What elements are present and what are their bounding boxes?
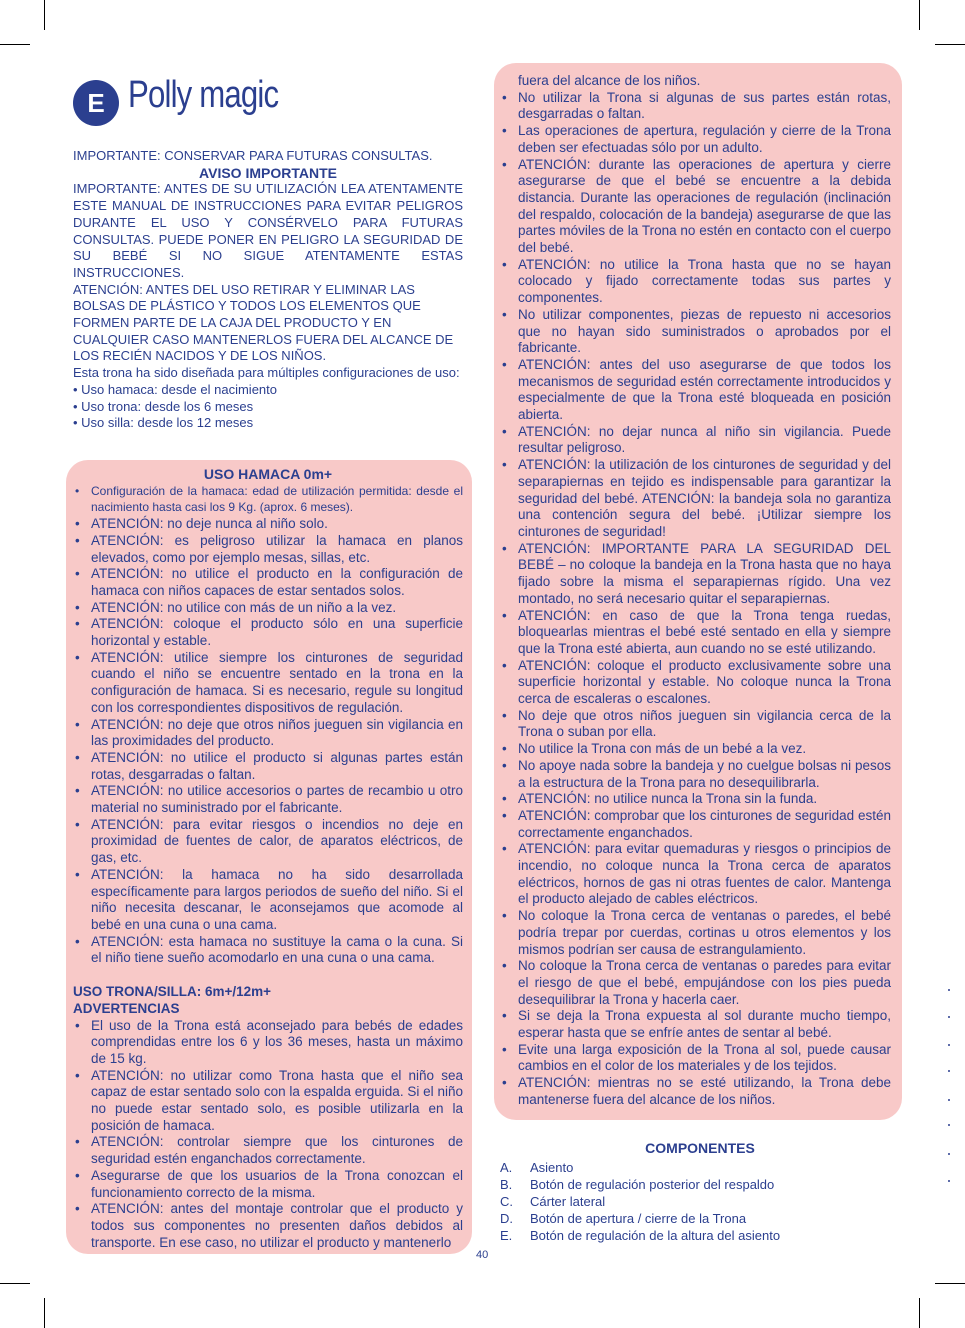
side-dot — [948, 1044, 950, 1046]
list-item: • Las operaciones de apertura, regulación y cierre de la Trona deben ser efectuadas sólo por un adulto. — [500, 123, 891, 156]
list-item: • No deje que otros niños jueguen sin vigilancia cerca de la Trona o suban por ella. — [500, 708, 891, 741]
list-item: • ATENCIÓN: no dejar nunca al niño sin vigilancia. Puede resultar peligroso. — [500, 424, 891, 457]
component-item — [500, 1227, 900, 1244]
list-item: • ATENCIÓN: no utilice el producto si algunas partes están rotas, desgarradas o faltan. — [73, 750, 463, 783]
components-heading: COMPONENTES — [645, 1140, 755, 1156]
list-item: • Evite una larga exposición de la Trona al sol, puede causar cambios en el color de los materiales y de los tejidos. — [500, 1042, 891, 1075]
use-item: • Uso trona: desde los 6 meses — [73, 398, 254, 414]
list-item: • ATENCIÓN: controlar siempre que los cinturones de seguridad estén enganchados correctamente. — [73, 1134, 463, 1167]
use-item: • Uso hamaca: desde el nacimiento — [73, 381, 277, 397]
component-item — [500, 1193, 900, 1210]
side-dot — [948, 1070, 950, 1072]
component-label: Botón de regulación posterior del respaldo — [530, 1177, 775, 1192]
components-section — [500, 1140, 900, 1244]
advertencias-heading: ADVERTENCIAS — [73, 1000, 180, 1016]
trona-heading: USO TRONA/SILLA: 6m+/12m+ — [73, 984, 272, 1000]
list-item: • ATENCIÓN: esta hamaca no sustituye la cama o la cuna. Si el niño tiene sueño acomodarlo en una cuna o una cama. — [73, 934, 463, 967]
list-item: • ATENCIÓN: es peligroso utilizar la hamaca en planos elevados, como por ejemplo mesas, sillas, etc. — [73, 533, 463, 566]
list-item: • No utilizar la Trona si algunas de sus partes están rotas, desgarradas o faltan. — [500, 90, 891, 123]
important-note: IMPORTANTE: CONSERVAR PARA FUTURAS CONSULTAS. — [73, 148, 433, 163]
list-item: • ATENCIÓN: IMPORTANTE PARA LA SEGURIDAD DEL BEBÉ – no coloque la bandeja en la Trona hasta que no haya fijado sobre la misma el separapiernas rígido. Una vez montado, no será necesario quitar el separapiernas. — [500, 541, 891, 608]
list-item: • ATENCIÓN: la utilización de los cinturones de seguridad y del separapiernas en tejido es indispensable para garantizar la seguridad del bebé. ATENCIÓN: la bandeja sola no garantiza una contención segura del bebé. ¡Utilizar siempre los cinturones de seguridad! — [500, 457, 891, 541]
component-label: Asiento — [530, 1160, 574, 1175]
list-item: • ATENCIÓN: no utilice el producto en la configuración de hamaca con niños capaces de estar sentados solos. — [73, 566, 463, 599]
crop-mark — [44, 1298, 45, 1328]
crop-mark — [935, 1283, 965, 1284]
list-item: • ATENCIÓN: la hamaca no ha sido desarrollada específicamente para largos periodos de sueño del niño. Si el niño necesita descanar, le aconsejamos que acomode al bebé en una cuna o una cama. — [73, 867, 463, 934]
trona-list-right — [500, 90, 891, 1109]
list-item: • ATENCIÓN: en caso de que la Trona tenga ruedas, bloquearlas mientras el bebé esté sentado en ella y siempre que la Trona esté abierta, aun cuando no se esté utilizando. — [500, 608, 891, 658]
list-item: • ATENCIÓN: no deje que otros niños jueguen sin vigilancia en las proximidades del producto. — [73, 717, 463, 750]
list-item: • ATENCIÓN: coloque el producto exclusivamente sobre una superficie horizontal y estable. No coloque nunca la Trona cerca de escaleras o escalones. — [500, 658, 891, 708]
list-item: • ATENCIÓN: para evitar riesgos o incendios no deje en proximidad de fuentes de calor, de aparatos eléctricos, de gas, etc. — [73, 817, 463, 867]
aviso-text: IMPORTANTE: ANTES DE SU UTILIZACIÓN LEA ATENTAMENTE ESTE MANUAL DE INSTRUCCIONES PARA EVITAR PELIGROS DURANTE EL USO Y CONSÉRVELO PARA FUTURAS CONSULTAS. PUEDE PONER EN PELIGRO LA SEGURIDAD DE SU BEBÉ SI NO SIGUE ATENTAMENTE ESTAS INSTRUCCIONES. — [73, 181, 463, 280]
side-dot — [948, 1016, 950, 1018]
list-item: • No utilizar componentes, piezas de repuesto ni accesorios que no hayan sido suministrados o aprobados por el fabricante. — [500, 307, 891, 357]
component-item — [500, 1210, 900, 1227]
component-label: Botón de apertura / cierre de la Trona — [530, 1211, 747, 1226]
crop-mark — [919, 0, 920, 30]
list-item: • ATENCIÓN: no utilice accesorios o partes de recambio u otro material no suministrado por el fabricante. — [73, 783, 463, 816]
crop-mark — [935, 44, 965, 45]
list-item: • ATENCIÓN: no utilice nunca la Trona sin la funda. — [500, 791, 891, 808]
language-badge: E — [73, 80, 119, 126]
side-dot — [948, 1180, 950, 1182]
component-item — [500, 1159, 900, 1176]
left-column-intro — [73, 148, 463, 432]
crop-mark — [0, 44, 30, 45]
component-letter: D. — [500, 1211, 513, 1226]
list-item: • ATENCIÓN: no deje nunca al niño solo. — [73, 516, 463, 533]
aviso-text-2: ATENCIÓN: ANTES DEL USO RETIRAR Y ELIMINAR LAS BOLSAS DE PLÁSTICO Y TODOS LOS ELEMENTOS QUE FORMEN PARTE DE LA CAJA DEL PRODUCTO Y EN CUALQUIER CASO MANTENERLOS FUERA DEL ALCANCE DE LOS RECIÉN NACIDOS Y DE LOS NIÑOS. — [73, 281, 454, 364]
hamaca-list — [73, 483, 463, 967]
trona-list-left — [73, 1018, 463, 1252]
side-dot — [948, 1153, 950, 1155]
list-item: • ATENCIÓN: durante las operaciones de apertura y cierre asegurarse de que el bebé se encuentre a la debida distancia. Durante las operaciones de regulación (inclinación del respaldo, colocación de la bandeja) asegurarse de que las partes móviles de la Trona no estén en contacto con el cuerpo del bebé. — [500, 157, 891, 257]
list-item: • ATENCIÓN: coloque el producto sólo en una superficie horizontal y estable. — [73, 616, 463, 649]
list-item: • No coloque la Trona cerca de ventanas o paredes, el bebé podría trepar por cuerdas, cortinas u otros elementos y los mismos podrían ser causa de estrangulamiento. — [500, 908, 891, 958]
hamaca-heading: USO HAMACA 0m+ — [203, 466, 333, 482]
component-label: Botón de regulación de la altura del asiento — [530, 1228, 781, 1243]
list-item: • ATENCIÓN: antes del uso asegurarse de que todos los mecanismos de seguridad estén correctamente introducidos y especialmente de que la Trona esté bloqueada en posición abierta. — [500, 357, 891, 424]
page-number: 40 — [476, 1249, 489, 1261]
aviso-heading: AVISO IMPORTANTE — [199, 164, 337, 181]
side-dot — [948, 1099, 950, 1101]
list-item: • ATENCIÓN: mientras no se esté utilizando, la Trona debe mantenerse fuera del alcance de los niños. — [500, 1075, 891, 1108]
warnings-panel-left — [66, 460, 472, 1254]
list-item: • El uso de la Trona está aconsejado para bebés de edades comprendidas entre los 6 y los 36 meses, hasta un máximo de 15 kg. — [73, 1018, 463, 1068]
list-item: • Si se deja la Trona expuesta al sol durante mucho tiempo, esperar hasta que se enfríe antes de sentar al bebé. — [500, 1008, 891, 1041]
list-item: • ATENCIÓN: no utilice la Trona hasta que no se hayan colocado y fijado correctamente todas sus partes y componentes. — [500, 257, 891, 307]
crop-mark — [919, 1298, 920, 1328]
list-item: • No apoye nada sobre la bandeja y no cuelgue bolsas ni pesos a la estructura de la Trona para no desequilibrarla. — [500, 758, 891, 791]
list-item: • Asegurarse de que los usuarios de la Trona conozcan el funcionamiento correcto de la misma. — [73, 1168, 463, 1201]
page-title: Polly magic — [128, 74, 279, 116]
list-item: • ATENCIÓN: para evitar quemaduras y riesgos o principios de incendio, no coloque nunca la Trona cerca de aparatos eléctricos, hornos de gas ni otras fuentes de calor. Mantenga el producto alejado de cables eléctricos. — [500, 841, 891, 908]
list-item: • ATENCIÓN: no utilice con más de un niño a la vez. — [73, 600, 463, 617]
side-dot — [948, 1124, 950, 1126]
use-item: • Uso silla: desde los 12 meses — [73, 415, 254, 431]
crop-mark — [44, 0, 45, 30]
list-item: • No coloque la Trona cerca de ventanas o paredes para evitar el riesgo de que el bebé, empujándose con los pies pueda desequilibrar la Trona y hacerla caer. — [500, 958, 891, 1008]
crop-mark — [0, 1283, 30, 1284]
list-item: • ATENCIÓN: comprobar que los cinturones de seguridad estén correctamente enganchados. — [500, 808, 891, 841]
component-item — [500, 1176, 900, 1193]
component-letter: C. — [500, 1194, 513, 1209]
component-label: Cárter lateral — [530, 1194, 606, 1209]
list-item: • Configuración de la hamaca: edad de utilización permitida: desde el nacimiento hasta casi los 9 Kg. (aprox. 6 meses). — [73, 483, 463, 516]
warnings-panel-right — [494, 63, 902, 1120]
list-item: • No utilice la Trona con más de un bebé a la vez. — [500, 741, 891, 758]
component-letter: A. — [500, 1160, 513, 1175]
component-letter: B. — [500, 1177, 513, 1192]
side-dot — [948, 989, 950, 991]
continued-text: fuera del alcance de los niños. — [518, 73, 701, 88]
list-item: • ATENCIÓN: utilice siempre los cinturones de seguridad cuando el niño se encuentre sentado en la trona en la configuración de hamaca. Si es necesario, regule su longitud con los correspondientes dispositivos de regulación. — [73, 650, 463, 717]
list-item: • ATENCIÓN: no utilizar como Trona hasta que el niño sea capaz de estar sentado solo con la espalda erguida. Si el niño no puede estar sentado solo, es posible utilizarla en la posición de hamaca. — [73, 1068, 463, 1135]
intro-text: Esta trona ha sido diseñada para múltiples configuraciones de uso: — [73, 365, 460, 381]
list-item: • ATENCIÓN: antes del montaje controlar que el producto y todos sus componentes no presenten daños debidos al transporte. En ese caso, no utilizar el producto y mantenerlo — [73, 1201, 463, 1251]
component-letter: E. — [500, 1228, 513, 1243]
